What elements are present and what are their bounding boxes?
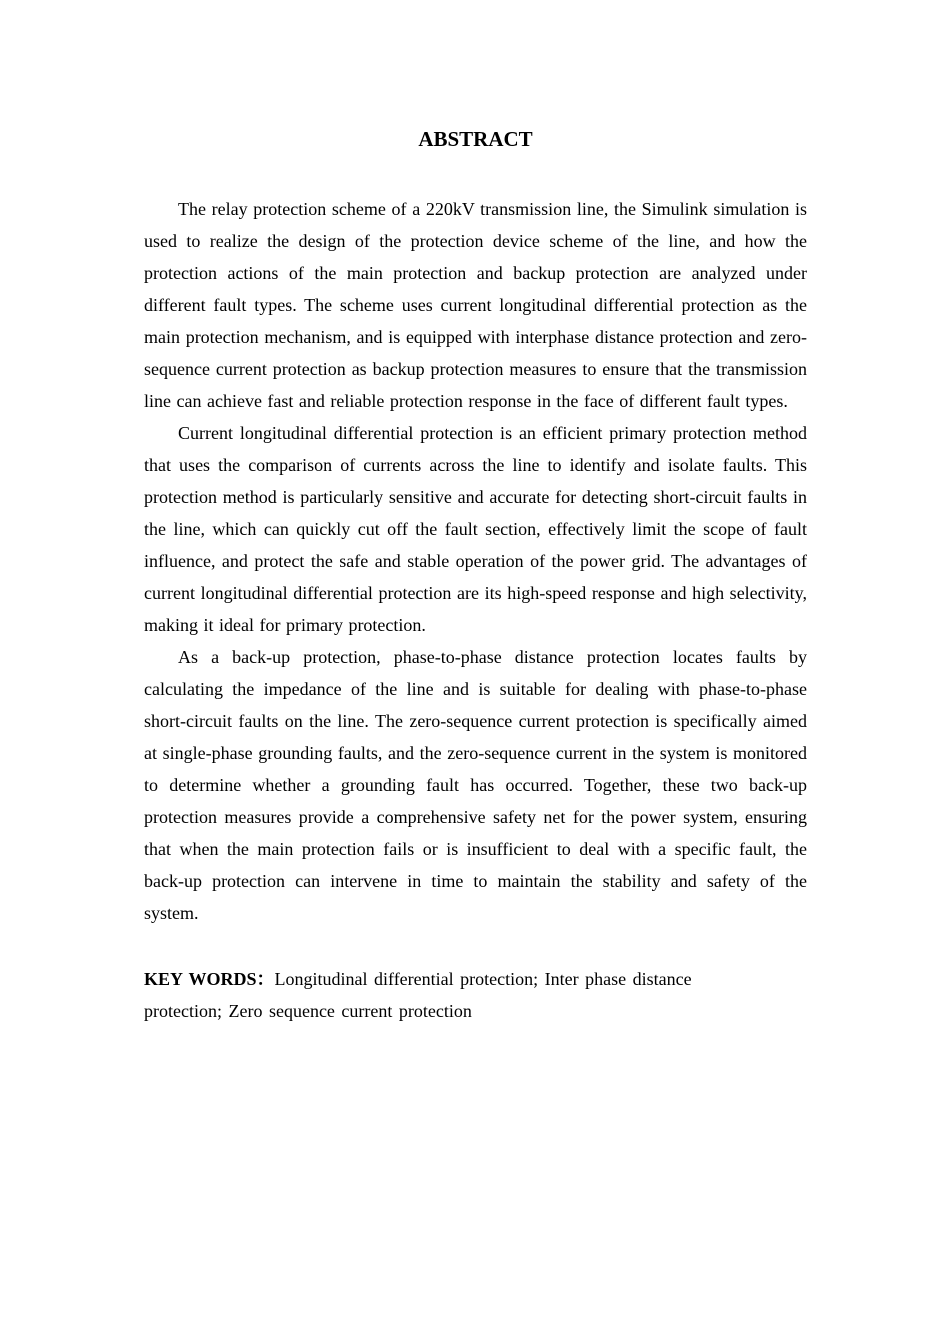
page-title: ABSTRACT	[418, 127, 533, 151]
abstract-paragraph-3: As a back-up protection, phase-to-phase distance protection locates faults by calculating the impedance of the line and is suitable for dealing with phase-to-phase short-circuit faults on the line. The zero-sequence current protection is specifically aimed at single-phase grounding faults, and the zero-sequence current in the system is monitored to determine whether a grounding fault has occurred. Together, these two back-up protection measures provide a comprehensive safety net for the power system, ensuring that when the main protection fails or is insufficient to deal with a specific fault, the back-up protection can intervene in time to maintain the stability and safety of the system.	[144, 647, 807, 923]
keywords-section	[144, 963, 744, 1027]
abstract-paragraph-2: Current longitudinal differential protection is an efficient primary protection method that uses the comparison of currents across the line to identify and isolate faults. This protection method is particularly sensitive and accurate for detecting short-circuit faults in the line, which can quickly cut off the fault section, effectively limit the scope of fault influence, and protect the safe and stable operation of the power grid. The advantages of current longitudinal differential protection are its high-speed response and high selectivity, making it ideal for primary protection.	[144, 423, 807, 635]
abstract-paragraph-1: The relay protection scheme of a 220kV transmission line, the Simulink simulation is used to realize the design of the protection device scheme of the line, and how the protection actions of the main protection and backup protection are analyzed under different fault types. The scheme uses current longitudinal differential protection as the main protection mechanism, and is equipped with interphase distance protection and zero-sequence current protection as backup protection measures to ensure that the transmission line can achieve fast and reliable protection response in the face of different fault types.	[144, 199, 807, 411]
keywords-list: Longitudinal differential protection; Inter phase distance protection; Zero sequence current protection	[144, 969, 692, 1021]
abstract-page	[144, 125, 807, 1027]
keywords-label: KEY WORDS：	[144, 969, 275, 989]
